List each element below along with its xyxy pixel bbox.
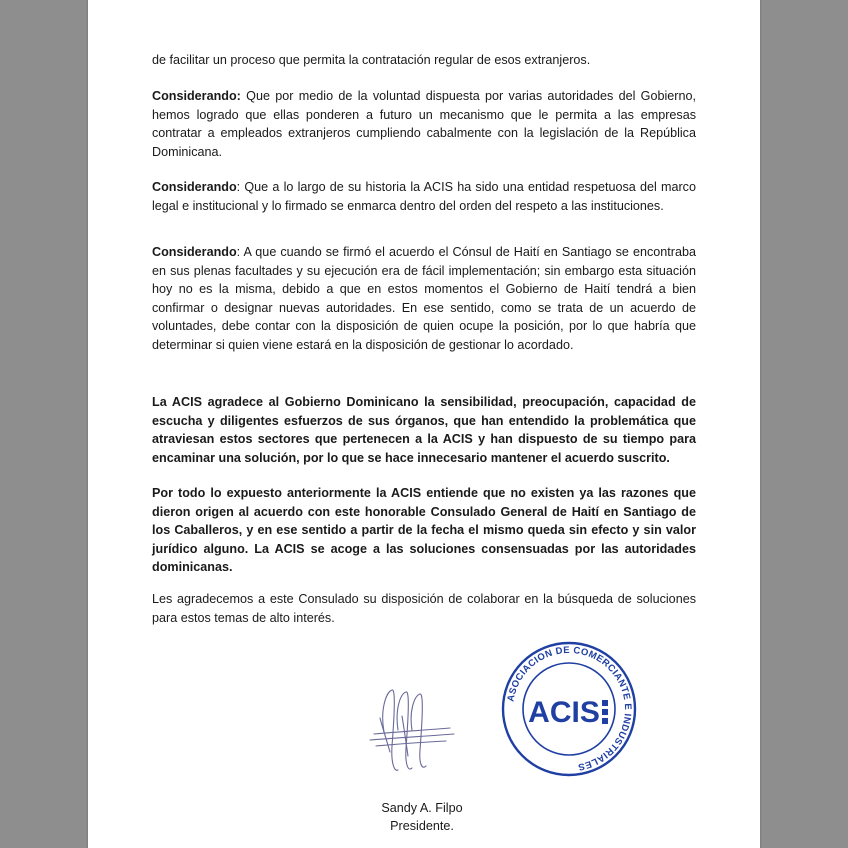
seal-dots-icon	[602, 700, 608, 724]
paragraph-text: : A que cuando se firmó el acuerdo el Cónsul de Haití en Santiago se encontraba en sus plenas facultades y su ejecución era de fácil implementación; sin embargo esta situación hoy no es la misma, debido a que en estos momentos el Gobierno de Haití tendrá a bien confirmar o designar nuevas autoridades. En ese sentido, como se trata de un acuerdo de voluntades, debe contar con la disposición de quien ocupe la posición, por lo que habría que determinar si quien viene estará en la disposición de gestionar lo acordado.	[152, 245, 696, 352]
paragraph-considerando-2	[152, 178, 696, 215]
paragraph-lead: Considerando	[152, 245, 237, 259]
handwritten-signature	[346, 680, 464, 780]
paragraph-intro	[152, 51, 696, 70]
paragraph-lead: Considerando:	[152, 89, 241, 103]
paragraph-text: de facilitar un proceso que permita la contratación regular de esos extranjeros.	[152, 53, 591, 67]
acis-seal	[500, 640, 638, 778]
paragraph-text: Que por medio de la voluntad dispuesta por varias autoridades del Gobierno, hemos logrado que ellas ponderen a futuro un mecanismo que le permita a las empresas contratar a empleados extranjeros cumpliendo cabalmente con la legislación de la República Dominicana.	[152, 89, 696, 159]
seal-logo-text: ACIS	[528, 696, 600, 729]
paragraph-text: : Que a lo largo de su historia la ACIS ha sido una entidad respetuosa del marco legal e institucional y lo firmado se enmarca dentro del orden del respeto a las instituciones.	[152, 180, 696, 213]
signer-name: Sandy A. Filpo	[381, 801, 463, 815]
paragraph-text: La ACIS agradece al Gobierno Dominicano la sensibilidad, preocupación, capacidad de escucha y diligentes esfuerzos de sus órganos, que han entendido la problemática que atraviesan estos sectores que pertenecen a la ACIS y han dispuesto de su tiempo para encaminar una solución, por lo que se hace innecesario mantener el acuerdo suscrito.	[152, 395, 696, 465]
paragraph-closing	[152, 590, 696, 627]
seal-ring-text: ASOCIACION DE COMERCIANTE E INDUSTRIALES	[505, 644, 634, 773]
paragraph-agradecimiento	[152, 393, 696, 467]
paragraph-lead: Considerando	[152, 180, 237, 194]
document-page	[88, 0, 760, 848]
paragraph-considerando-3	[152, 243, 696, 354]
paragraph-conclusion	[152, 484, 696, 577]
paragraph-text: Por todo lo expuesto anteriormente la ACIS entiende que no existen ya las razones que dieron origen al acuerdo con este honorable Consulado General de Haití en Santiago de los Caballeros, y en ese sentido a partir de la fecha el mismo queda sin efecto y sin valor jurídico alguno. La ACIS se acoge a las soluciones consensuadas por las autoridades dominicanas.	[152, 486, 696, 574]
paragraph-considerando-1	[152, 87, 696, 161]
signer-title: Presidente.	[390, 819, 454, 833]
paragraph-text: Les agradecemos a este Consulado su disposición de colaborar en la búsqueda de soluciones para estos temas de alto interés.	[152, 592, 696, 625]
